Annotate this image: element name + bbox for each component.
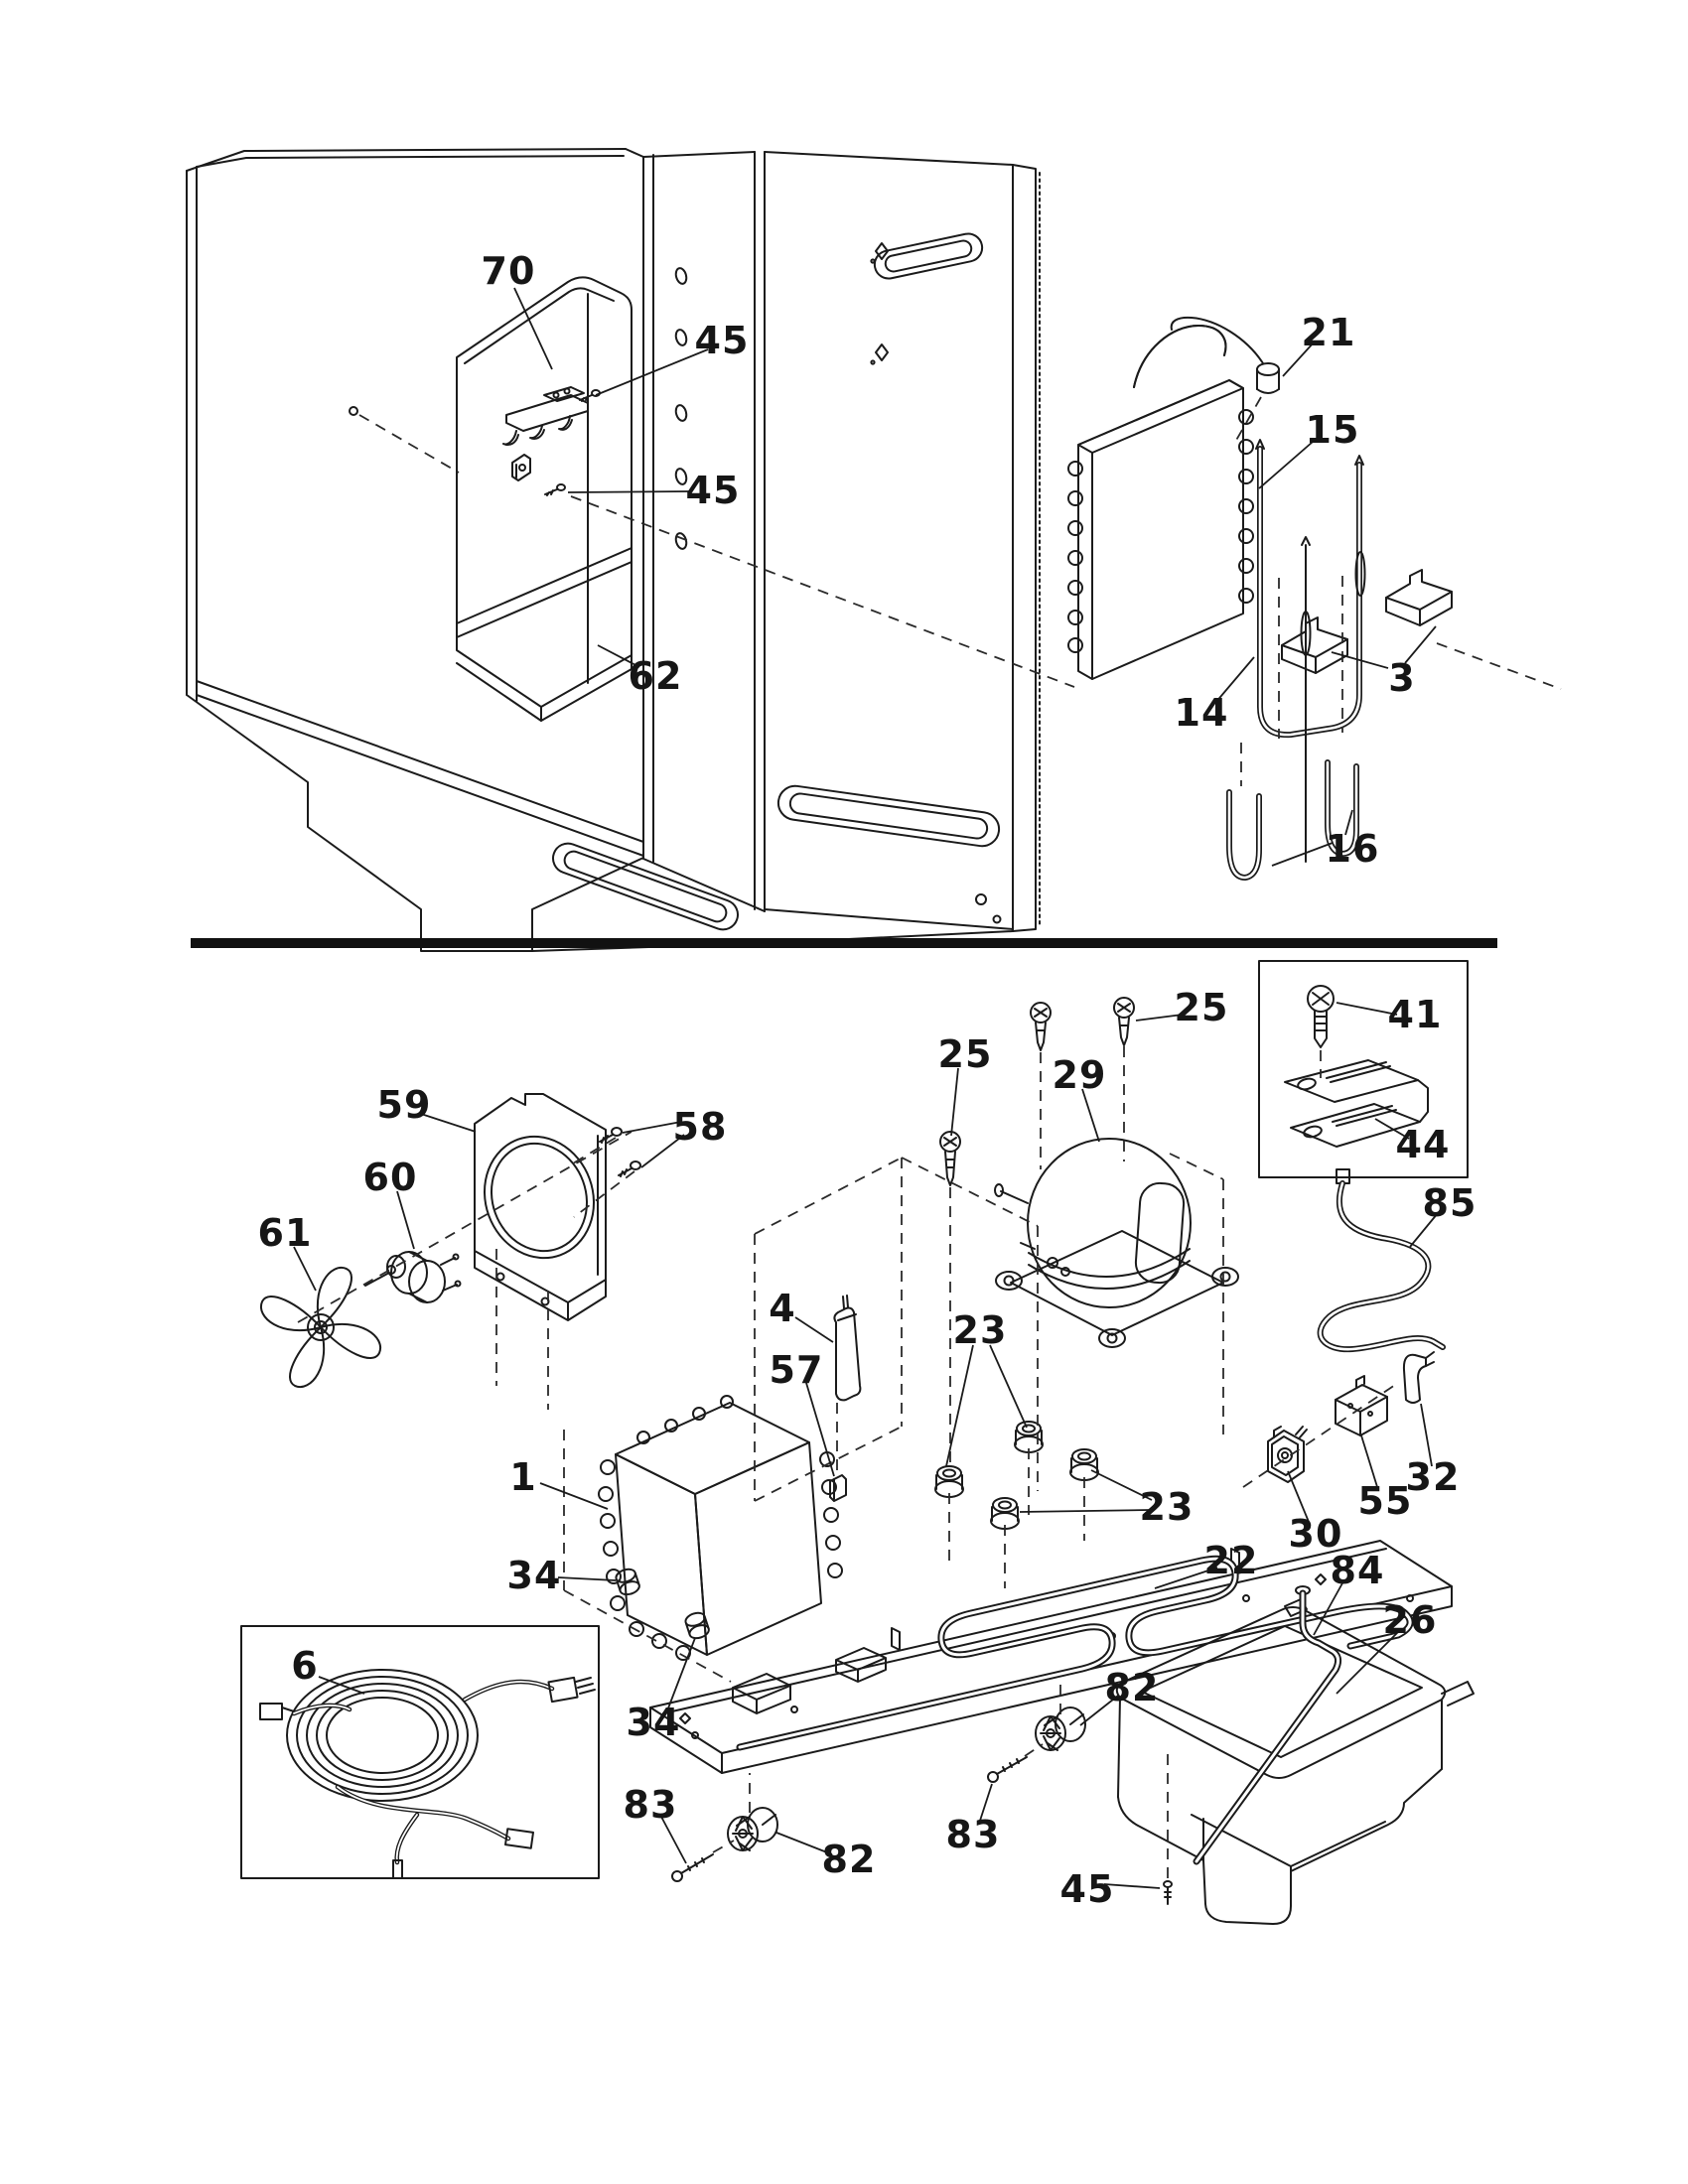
part-label-60: 60 — [362, 1156, 418, 1199]
alignment-dashes — [298, 397, 1561, 1878]
part-label-41: 41 — [1387, 993, 1443, 1036]
part-label-57: 57 — [769, 1348, 824, 1392]
leader-line-1 — [540, 1483, 608, 1509]
part-label-84: 84 — [1330, 1549, 1385, 1592]
cabinet-outline — [187, 149, 1040, 951]
part-label-21: 21 — [1301, 311, 1356, 354]
part-label-62: 62 — [628, 654, 683, 698]
part-label-1: 1 — [509, 1455, 537, 1499]
cover-bracket-32 — [1404, 1352, 1434, 1403]
part-label-25-b: 25 — [1174, 986, 1229, 1029]
leader-line-23-a — [990, 1345, 1027, 1428]
compressor-grommets-23 — [935, 1422, 1098, 1529]
relay-30 — [1268, 1427, 1307, 1482]
part-label-30: 30 — [1288, 1512, 1343, 1556]
condenser-coil — [599, 1396, 842, 1660]
part-label-45-b: 45 — [685, 469, 741, 512]
power-cord-6 — [260, 1670, 595, 1878]
part-label-6: 6 — [291, 1644, 319, 1688]
leader-line-45-a — [596, 349, 708, 395]
part-label-83-b: 83 — [945, 1813, 1001, 1856]
fan-blade — [256, 1263, 384, 1391]
part-label-58: 58 — [672, 1105, 728, 1149]
part-label-25-a: 25 — [937, 1032, 993, 1076]
drier-and-clip — [830, 1296, 860, 1501]
part-label-23-a: 23 — [952, 1308, 1008, 1352]
part-label-45-c: 45 — [1059, 1867, 1115, 1911]
leader-line-60 — [397, 1191, 414, 1249]
part-label-23-b: 23 — [1139, 1485, 1195, 1529]
wall-holes — [350, 243, 1001, 923]
evaporator-brackets — [1282, 570, 1452, 673]
leader-line-45-b — [568, 491, 689, 492]
part-label-59: 59 — [376, 1083, 432, 1127]
part-label-16: 16 — [1325, 827, 1380, 871]
ice-maker-mount-bracket — [503, 387, 588, 445]
part-label-29: 29 — [1052, 1053, 1107, 1097]
leader-line-25-a — [951, 1068, 958, 1136]
part-label-4: 4 — [769, 1287, 796, 1330]
fan-motor — [365, 1252, 461, 1302]
part-label-15: 15 — [1305, 408, 1360, 452]
compressor — [995, 1139, 1238, 1347]
part-label-26: 26 — [1382, 1598, 1438, 1642]
leader-line-70 — [514, 288, 552, 369]
part-label-32: 32 — [1405, 1455, 1461, 1499]
part-label-45-a: 45 — [694, 319, 750, 362]
part-label-82-a: 82 — [821, 1838, 877, 1881]
section-divider — [191, 938, 1497, 948]
part-label-82-b: 82 — [1104, 1666, 1160, 1709]
part-label-83-a: 83 — [623, 1783, 678, 1827]
base-plate-tube — [740, 1559, 1410, 1747]
overload-switch-55 — [1336, 1376, 1387, 1435]
leader-line-16 — [1272, 843, 1333, 866]
part-label-85: 85 — [1422, 1181, 1477, 1225]
evaporator-coil — [1068, 326, 1253, 679]
part-label-14: 14 — [1174, 691, 1229, 735]
pan-screw-45 — [1164, 1881, 1172, 1904]
leader-line-23-b — [1020, 1510, 1150, 1512]
mount-screws-45 — [512, 390, 600, 495]
ice-container — [457, 277, 632, 721]
part-label-34-a: 34 — [506, 1554, 562, 1597]
defrost-heater — [1256, 440, 1365, 862]
part-label-61: 61 — [257, 1211, 313, 1255]
part-label-34-b: 34 — [626, 1701, 681, 1744]
part-label-3: 3 — [1388, 656, 1416, 700]
part-label-44: 44 — [1395, 1123, 1451, 1166]
part-label-55: 55 — [1357, 1479, 1413, 1523]
part-label-70: 70 — [481, 249, 536, 293]
leader-line-4 — [795, 1317, 833, 1342]
part-label-22: 22 — [1203, 1539, 1259, 1582]
fan-shroud — [468, 1094, 611, 1320]
rollers-82 — [728, 1707, 1085, 1850]
